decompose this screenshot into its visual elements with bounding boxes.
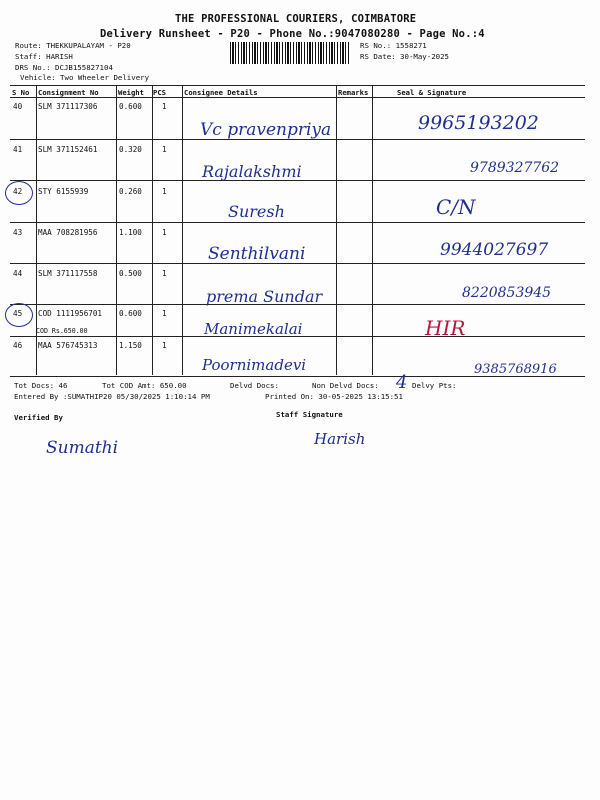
staff-signature: Harish xyxy=(314,430,366,448)
col-divider xyxy=(372,85,373,375)
row-sno: 44 xyxy=(13,269,23,278)
delivery-points: Delvy Pts: xyxy=(412,381,457,390)
row-sno: 41 xyxy=(13,145,23,154)
col-divider xyxy=(182,85,183,375)
non-delivered-count-hand: 4 xyxy=(396,372,408,393)
row-pcs: 1 xyxy=(162,341,167,350)
col-divider xyxy=(336,85,337,375)
runsheet-subtitle: Delivery Runsheet - P20 - Phone No.:9047080280 - Page No.:4 xyxy=(100,28,485,40)
signature-handwriting: HIR xyxy=(425,316,466,340)
verified-by-label: Verified By xyxy=(14,413,63,422)
signature-handwriting: 9385768916 xyxy=(474,362,557,377)
entered-by: Entered By :SUMATHIP20 05/30/2025 1:10:14 PM xyxy=(14,392,210,401)
signature-handwriting: C/N xyxy=(436,195,476,219)
route-text: Route: THEKKUPALAYAM - P20 xyxy=(15,41,131,50)
row-sno: 45 xyxy=(13,309,23,318)
staff-text: Staff: HARISH xyxy=(15,52,73,61)
consignee-handwriting: Senthilvani xyxy=(208,244,306,264)
col-header-seal: Seal & Signature xyxy=(397,88,467,97)
printed-on: Printed On: 30-05-2025 13:15:51 xyxy=(265,392,403,401)
signature-handwriting: 9965193202 xyxy=(418,112,539,134)
row-weight: 0.320 xyxy=(119,145,142,154)
row-consignment: SLM 371117558 xyxy=(38,269,98,278)
col-header-pcs: PCS xyxy=(153,88,166,97)
col-header-weight: Weight xyxy=(118,88,144,97)
row-sno: 42 xyxy=(13,187,23,196)
row-weight: 0.600 xyxy=(119,102,142,111)
consignee-handwriting: Suresh xyxy=(228,202,285,221)
consignee-handwriting: Vc pravenpriya xyxy=(200,120,332,140)
row-consignment: COD 1111956701 xyxy=(38,309,103,318)
row-weight: 1.100 xyxy=(119,228,142,237)
col-divider xyxy=(116,85,117,375)
row-consignment: SLM 371117306 xyxy=(38,102,98,111)
row-pcs: 1 xyxy=(162,309,167,318)
col-divider xyxy=(152,85,153,375)
delivered-docs: Delvd Docs: xyxy=(230,381,279,390)
col-header-consignee: Consignee Details xyxy=(184,88,258,97)
total-docs: Tot Docs: 46 xyxy=(14,381,68,390)
total-cod-amount: Tot COD Amt: 650.00 xyxy=(102,381,187,390)
table-top-border xyxy=(10,85,585,86)
row-weight: 1.150 xyxy=(119,341,142,350)
row-sno: 43 xyxy=(13,228,23,237)
row-sno: 40 xyxy=(13,102,23,111)
consignee-handwriting: Rajalakshmi xyxy=(202,162,302,181)
row-weight: 0.600 xyxy=(119,309,142,318)
row-consignment: STY 6155939 xyxy=(38,187,89,196)
company-name: THE PROFESSIONAL COURIERS, COIMBATORE xyxy=(175,13,417,25)
col-header-sno: S No xyxy=(12,88,30,97)
row-divider xyxy=(10,222,585,223)
row-consignment: MAA 576745313 xyxy=(38,341,98,350)
col-header-consignment: Consignment No xyxy=(38,88,99,97)
row-weight: 0.500 xyxy=(119,269,142,278)
consignee-handwriting: Poornimadevi xyxy=(202,356,307,374)
signature-handwriting: 9789327762 xyxy=(470,160,560,176)
consignee-handwriting: prema Sundar xyxy=(206,287,323,306)
row-weight: 0.260 xyxy=(119,187,142,196)
row-pcs: 1 xyxy=(162,187,167,196)
col-header-remarks: Remarks xyxy=(338,88,369,97)
drs-number: DRS No.: DCJB155827104 xyxy=(15,63,113,72)
consignee-handwriting: Manimekalai xyxy=(204,320,303,338)
header-bottom-border xyxy=(10,97,585,98)
verified-signature: Sumathi xyxy=(46,438,119,458)
staff-signature-label: Staff Signature xyxy=(276,410,343,419)
rs-date: RS Date: 30-May-2025 xyxy=(360,52,449,61)
non-delivered-docs: Non Delvd Docs: xyxy=(312,381,379,390)
row-pcs: 1 xyxy=(162,145,167,154)
row-pcs: 1 xyxy=(162,102,167,111)
vehicle-text: Vehicle: Two Wheeler Delivery xyxy=(20,73,150,82)
row-consignment: MAA 708281956 xyxy=(38,228,98,237)
row-pcs: 1 xyxy=(162,269,167,278)
cod-amount-note: COD Rs.650.00 xyxy=(36,327,88,335)
rs-number: RS No.: 1558271 xyxy=(360,41,427,50)
signature-handwriting: 9944027697 xyxy=(440,240,549,260)
row-consignment: SLM 371152461 xyxy=(38,145,98,154)
row-sno: 46 xyxy=(13,341,23,350)
signature-handwriting: 8220853945 xyxy=(462,285,552,301)
row-pcs: 1 xyxy=(162,228,167,237)
barcode xyxy=(230,42,350,64)
